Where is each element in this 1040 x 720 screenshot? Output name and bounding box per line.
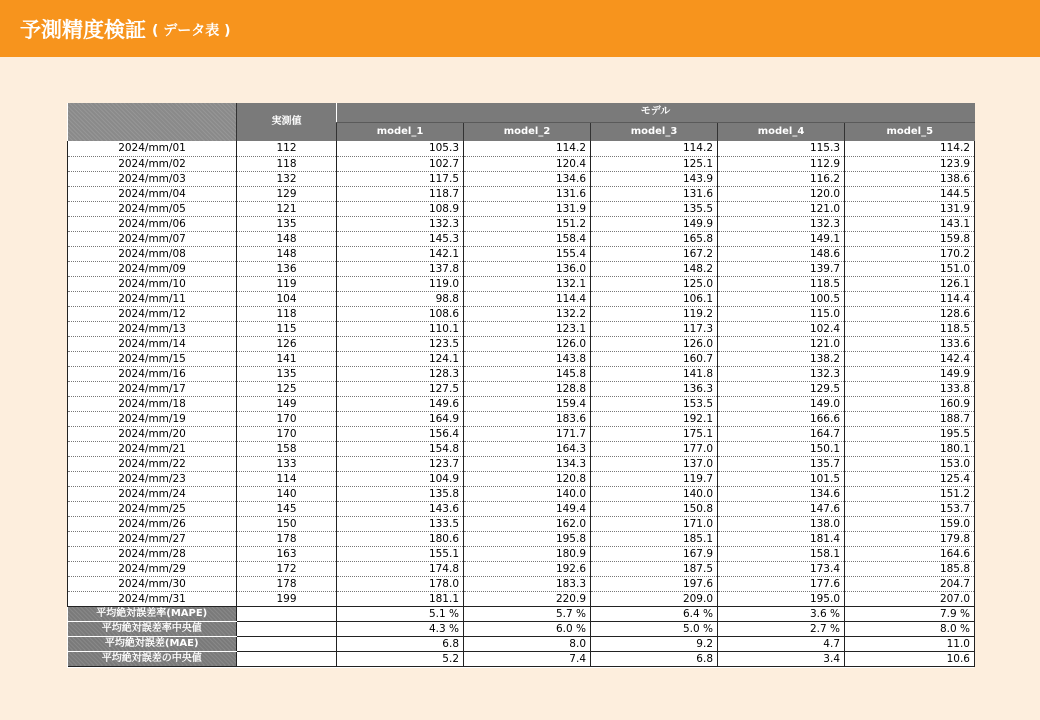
header-model-3: model_3 <box>591 122 718 141</box>
model-5-value-cell: 180.1 <box>845 441 975 456</box>
model-3-value-cell: 167.9 <box>591 546 718 561</box>
model-5-value-cell: 195.5 <box>845 426 975 441</box>
date-cell: 2024/mm/29 <box>68 561 237 576</box>
model-4-value-cell: 148.6 <box>718 246 845 261</box>
model-5-value-cell: 144.5 <box>845 186 975 201</box>
model-2-value-cell: 132.1 <box>464 276 591 291</box>
summary-blank-cell <box>237 621 337 636</box>
table-row <box>68 186 975 201</box>
data-table-container <box>67 103 974 668</box>
date-cell: 2024/mm/01 <box>68 141 237 156</box>
page-subtitle: ( データ表 ) <box>152 23 231 39</box>
model-4-value-cell: 195.0 <box>718 591 845 606</box>
date-cell: 2024/mm/16 <box>68 366 237 381</box>
model-2-value-cell: 131.6 <box>464 186 591 201</box>
model-2-value-cell: 159.4 <box>464 396 591 411</box>
summary-model-1-cell: 5.2 <box>337 651 464 666</box>
model-4-value-cell: 132.3 <box>718 366 845 381</box>
model-1-value-cell: 149.6 <box>337 396 464 411</box>
model-3-value-cell: 165.8 <box>591 231 718 246</box>
model-5-value-cell: 153.7 <box>845 501 975 516</box>
table-row <box>68 306 975 321</box>
actual-value-cell: 129 <box>237 186 337 201</box>
table-row <box>68 201 975 216</box>
model-1-value-cell: 124.1 <box>337 351 464 366</box>
model-2-value-cell: 123.1 <box>464 321 591 336</box>
model-2-value-cell: 155.4 <box>464 246 591 261</box>
model-3-value-cell: 126.0 <box>591 336 718 351</box>
date-cell: 2024/mm/20 <box>68 426 237 441</box>
table-row <box>68 231 975 246</box>
model-4-value-cell: 129.5 <box>718 381 845 396</box>
table-row <box>68 531 975 546</box>
table-row <box>68 276 975 291</box>
model-1-value-cell: 123.5 <box>337 336 464 351</box>
model-4-value-cell: 121.0 <box>718 336 845 351</box>
model-4-value-cell: 181.4 <box>718 531 845 546</box>
model-1-value-cell: 155.1 <box>337 546 464 561</box>
model-3-value-cell: 171.0 <box>591 516 718 531</box>
model-1-value-cell: 181.1 <box>337 591 464 606</box>
date-cell: 2024/mm/15 <box>68 351 237 366</box>
model-5-value-cell: 204.7 <box>845 576 975 591</box>
table-row <box>68 471 975 486</box>
model-1-value-cell: 104.9 <box>337 471 464 486</box>
model-2-value-cell: 134.3 <box>464 456 591 471</box>
model-2-value-cell: 220.9 <box>464 591 591 606</box>
model-3-value-cell: 140.0 <box>591 486 718 501</box>
model-1-value-cell: 102.7 <box>337 156 464 171</box>
model-1-value-cell: 132.3 <box>337 216 464 231</box>
actual-value-cell: 149 <box>237 396 337 411</box>
summary-model-5-cell: 11.0 <box>845 636 975 651</box>
date-cell: 2024/mm/08 <box>68 246 237 261</box>
model-4-value-cell: 138.0 <box>718 516 845 531</box>
model-1-value-cell: 143.6 <box>337 501 464 516</box>
model-2-value-cell: 140.0 <box>464 486 591 501</box>
summary-model-1-cell: 4.3 % <box>337 621 464 636</box>
actual-value-cell: 148 <box>237 231 337 246</box>
header-model-1: model_1 <box>337 122 464 141</box>
summary-label: 平均絶対誤差率(MAPE) <box>68 606 237 621</box>
table-row <box>68 396 975 411</box>
actual-value-cell: 170 <box>237 411 337 426</box>
summary-model-4-cell: 3.6 % <box>718 606 845 621</box>
model-2-value-cell: 158.4 <box>464 231 591 246</box>
date-cell: 2024/mm/12 <box>68 306 237 321</box>
model-1-value-cell: 135.8 <box>337 486 464 501</box>
model-4-value-cell: 177.6 <box>718 576 845 591</box>
actual-value-cell: 150 <box>237 516 337 531</box>
model-5-value-cell: 151.2 <box>845 486 975 501</box>
model-4-value-cell: 164.7 <box>718 426 845 441</box>
header-model-group: モデル <box>337 103 975 122</box>
table-row <box>68 171 975 186</box>
model-5-value-cell: 142.4 <box>845 351 975 366</box>
actual-value-cell: 126 <box>237 336 337 351</box>
actual-value-cell: 118 <box>237 156 337 171</box>
model-1-value-cell: 142.1 <box>337 246 464 261</box>
model-3-value-cell: 197.6 <box>591 576 718 591</box>
header-model-2: model_2 <box>464 122 591 141</box>
model-1-value-cell: 174.8 <box>337 561 464 576</box>
model-5-value-cell: 138.6 <box>845 171 975 186</box>
actual-value-cell: 172 <box>237 561 337 576</box>
summary-label: 平均絶対誤差(MAE) <box>68 636 237 651</box>
model-2-value-cell: 136.0 <box>464 261 591 276</box>
model-2-value-cell: 145.8 <box>464 366 591 381</box>
date-cell: 2024/mm/10 <box>68 276 237 291</box>
actual-value-cell: 136 <box>237 261 337 276</box>
model-4-value-cell: 135.7 <box>718 456 845 471</box>
model-2-value-cell: 132.2 <box>464 306 591 321</box>
model-3-value-cell: 160.7 <box>591 351 718 366</box>
model-5-value-cell: 151.0 <box>845 261 975 276</box>
summary-model-1-cell: 5.1 % <box>337 606 464 621</box>
table-row <box>68 411 975 426</box>
model-1-value-cell: 117.5 <box>337 171 464 186</box>
table-row <box>68 561 975 576</box>
model-4-value-cell: 112.9 <box>718 156 845 171</box>
model-2-value-cell: 151.2 <box>464 216 591 231</box>
model-3-value-cell: 137.0 <box>591 456 718 471</box>
model-1-value-cell: 164.9 <box>337 411 464 426</box>
model-2-value-cell: 195.8 <box>464 531 591 546</box>
actual-value-cell: 199 <box>237 591 337 606</box>
table-row <box>68 501 975 516</box>
date-cell: 2024/mm/24 <box>68 486 237 501</box>
model-5-value-cell: 188.7 <box>845 411 975 426</box>
date-cell: 2024/mm/17 <box>68 381 237 396</box>
summary-model-2-cell: 5.7 % <box>464 606 591 621</box>
summary-label: 平均絶対誤差率中央値 <box>68 621 237 636</box>
actual-value-cell: 118 <box>237 306 337 321</box>
model-2-value-cell: 131.9 <box>464 201 591 216</box>
header-model-5: model_5 <box>845 122 975 141</box>
model-1-value-cell: 108.6 <box>337 306 464 321</box>
summary-model-2-cell: 6.0 % <box>464 621 591 636</box>
date-cell: 2024/mm/09 <box>68 261 237 276</box>
date-cell: 2024/mm/07 <box>68 231 237 246</box>
model-1-value-cell: 98.8 <box>337 291 464 306</box>
summary-blank-cell <box>237 606 337 621</box>
model-1-value-cell: 180.6 <box>337 531 464 546</box>
model-3-value-cell: 209.0 <box>591 591 718 606</box>
actual-value-cell: 140 <box>237 486 337 501</box>
actual-value-cell: 135 <box>237 216 337 231</box>
date-cell: 2024/mm/28 <box>68 546 237 561</box>
actual-value-cell: 135 <box>237 366 337 381</box>
model-3-value-cell: 131.6 <box>591 186 718 201</box>
model-5-value-cell: 131.9 <box>845 201 975 216</box>
model-1-value-cell: 137.8 <box>337 261 464 276</box>
date-cell: 2024/mm/06 <box>68 216 237 231</box>
table-row <box>68 546 975 561</box>
model-5-value-cell: 118.5 <box>845 321 975 336</box>
model-3-value-cell: 141.8 <box>591 366 718 381</box>
model-5-value-cell: 123.9 <box>845 156 975 171</box>
model-5-value-cell: 160.9 <box>845 396 975 411</box>
model-4-value-cell: 120.0 <box>718 186 845 201</box>
forecast-accuracy-table <box>67 103 975 667</box>
model-1-value-cell: 145.3 <box>337 231 464 246</box>
actual-value-cell: 145 <box>237 501 337 516</box>
header-model-4: model_4 <box>718 122 845 141</box>
model-4-value-cell: 118.5 <box>718 276 845 291</box>
date-cell: 2024/mm/21 <box>68 441 237 456</box>
model-5-value-cell: 207.0 <box>845 591 975 606</box>
summary-model-3-cell: 5.0 % <box>591 621 718 636</box>
model-4-value-cell: 158.1 <box>718 546 845 561</box>
summary-model-2-cell: 7.4 <box>464 651 591 666</box>
summary-model-3-cell: 6.4 % <box>591 606 718 621</box>
table-row <box>68 261 975 276</box>
model-1-value-cell: 178.0 <box>337 576 464 591</box>
summary-model-5-cell: 8.0 % <box>845 621 975 636</box>
actual-value-cell: 114 <box>237 471 337 486</box>
model-5-value-cell: 170.2 <box>845 246 975 261</box>
date-cell: 2024/mm/11 <box>68 291 237 306</box>
date-cell: 2024/mm/14 <box>68 336 237 351</box>
model-1-value-cell: 127.5 <box>337 381 464 396</box>
page-title: 予測精度検証 <box>20 17 146 42</box>
actual-value-cell: 104 <box>237 291 337 306</box>
header-corner <box>68 103 237 141</box>
model-2-value-cell: 149.4 <box>464 501 591 516</box>
table-row <box>68 156 975 171</box>
model-4-value-cell: 149.1 <box>718 231 845 246</box>
model-5-value-cell: 133.8 <box>845 381 975 396</box>
model-2-value-cell: 162.0 <box>464 516 591 531</box>
actual-value-cell: 178 <box>237 576 337 591</box>
date-cell: 2024/mm/18 <box>68 396 237 411</box>
header-actual: 実測値 <box>237 103 337 141</box>
model-2-value-cell: 114.4 <box>464 291 591 306</box>
model-5-value-cell: 133.6 <box>845 336 975 351</box>
summary-model-4-cell: 4.7 <box>718 636 845 651</box>
model-2-value-cell: 180.9 <box>464 546 591 561</box>
date-cell: 2024/mm/19 <box>68 411 237 426</box>
actual-value-cell: 133 <box>237 456 337 471</box>
model-5-value-cell: 125.4 <box>845 471 975 486</box>
model-4-value-cell: 100.5 <box>718 291 845 306</box>
summary-model-4-cell: 3.4 <box>718 651 845 666</box>
model-5-value-cell: 159.8 <box>845 231 975 246</box>
summary-label: 平均絶対誤差の中央値 <box>68 651 237 666</box>
model-2-value-cell: 164.3 <box>464 441 591 456</box>
date-cell: 2024/mm/03 <box>68 171 237 186</box>
model-4-value-cell: 139.7 <box>718 261 845 276</box>
summary-row <box>68 636 975 651</box>
model-1-value-cell: 105.3 <box>337 141 464 156</box>
model-5-value-cell: 143.1 <box>845 216 975 231</box>
model-1-value-cell: 118.7 <box>337 186 464 201</box>
table-row <box>68 336 975 351</box>
actual-value-cell: 125 <box>237 381 337 396</box>
summary-model-1-cell: 6.8 <box>337 636 464 651</box>
model-4-value-cell: 166.6 <box>718 411 845 426</box>
table-row <box>68 486 975 501</box>
model-4-value-cell: 132.3 <box>718 216 845 231</box>
actual-value-cell: 132 <box>237 171 337 186</box>
model-1-value-cell: 154.8 <box>337 441 464 456</box>
model-3-value-cell: 149.9 <box>591 216 718 231</box>
actual-value-cell: 163 <box>237 546 337 561</box>
summary-row <box>68 621 975 636</box>
actual-value-cell: 119 <box>237 276 337 291</box>
model-1-value-cell: 108.9 <box>337 201 464 216</box>
table-row <box>68 366 975 381</box>
date-cell: 2024/mm/27 <box>68 531 237 546</box>
model-3-value-cell: 192.1 <box>591 411 718 426</box>
model-5-value-cell: 164.6 <box>845 546 975 561</box>
actual-value-cell: 121 <box>237 201 337 216</box>
model-2-value-cell: 126.0 <box>464 336 591 351</box>
model-5-value-cell: 149.9 <box>845 366 975 381</box>
summary-model-2-cell: 8.0 <box>464 636 591 651</box>
summary-model-5-cell: 7.9 % <box>845 606 975 621</box>
table-row <box>68 246 975 261</box>
actual-value-cell: 141 <box>237 351 337 366</box>
model-3-value-cell: 136.3 <box>591 381 718 396</box>
model-3-value-cell: 177.0 <box>591 441 718 456</box>
model-1-value-cell: 128.3 <box>337 366 464 381</box>
model-1-value-cell: 119.0 <box>337 276 464 291</box>
actual-value-cell: 112 <box>237 141 337 156</box>
table-row <box>68 441 975 456</box>
table-row <box>68 426 975 441</box>
model-5-value-cell: 159.0 <box>845 516 975 531</box>
date-cell: 2024/mm/13 <box>68 321 237 336</box>
model-5-value-cell: 126.1 <box>845 276 975 291</box>
model-3-value-cell: 150.8 <box>591 501 718 516</box>
model-5-value-cell: 114.4 <box>845 291 975 306</box>
model-4-value-cell: 101.5 <box>718 471 845 486</box>
actual-value-cell: 115 <box>237 321 337 336</box>
date-cell: 2024/mm/02 <box>68 156 237 171</box>
table-row <box>68 216 975 231</box>
model-3-value-cell: 135.5 <box>591 201 718 216</box>
table-row <box>68 591 975 606</box>
model-2-value-cell: 120.4 <box>464 156 591 171</box>
table-row <box>68 351 975 366</box>
summary-blank-cell <box>237 636 337 651</box>
title-bar <box>0 0 1040 57</box>
model-2-value-cell: 192.6 <box>464 561 591 576</box>
date-cell: 2024/mm/22 <box>68 456 237 471</box>
table-row <box>68 291 975 306</box>
table-row <box>68 516 975 531</box>
model-5-value-cell: 128.6 <box>845 306 975 321</box>
model-1-value-cell: 123.7 <box>337 456 464 471</box>
date-cell: 2024/mm/23 <box>68 471 237 486</box>
model-3-value-cell: 119.7 <box>591 471 718 486</box>
date-cell: 2024/mm/04 <box>68 186 237 201</box>
summary-row <box>68 651 975 666</box>
table-row <box>68 576 975 591</box>
model-2-value-cell: 143.8 <box>464 351 591 366</box>
model-3-value-cell: 119.2 <box>591 306 718 321</box>
model-4-value-cell: 115.0 <box>718 306 845 321</box>
table-row <box>68 456 975 471</box>
model-4-value-cell: 115.3 <box>718 141 845 156</box>
model-2-value-cell: 120.8 <box>464 471 591 486</box>
model-3-value-cell: 187.5 <box>591 561 718 576</box>
model-5-value-cell: 185.8 <box>845 561 975 576</box>
summary-model-3-cell: 9.2 <box>591 636 718 651</box>
summary-row <box>68 606 975 621</box>
model-2-value-cell: 171.7 <box>464 426 591 441</box>
actual-value-cell: 170 <box>237 426 337 441</box>
model-1-value-cell: 110.1 <box>337 321 464 336</box>
summary-model-3-cell: 6.8 <box>591 651 718 666</box>
summary-blank-cell <box>237 651 337 666</box>
model-2-value-cell: 128.8 <box>464 381 591 396</box>
model-1-value-cell: 156.4 <box>337 426 464 441</box>
model-3-value-cell: 175.1 <box>591 426 718 441</box>
model-3-value-cell: 106.1 <box>591 291 718 306</box>
model-4-value-cell: 149.0 <box>718 396 845 411</box>
date-cell: 2024/mm/30 <box>68 576 237 591</box>
date-cell: 2024/mm/05 <box>68 201 237 216</box>
model-3-value-cell: 185.1 <box>591 531 718 546</box>
model-3-value-cell: 125.0 <box>591 276 718 291</box>
date-cell: 2024/mm/26 <box>68 516 237 531</box>
model-4-value-cell: 147.6 <box>718 501 845 516</box>
model-4-value-cell: 138.2 <box>718 351 845 366</box>
model-4-value-cell: 121.0 <box>718 201 845 216</box>
model-5-value-cell: 114.2 <box>845 141 975 156</box>
model-5-value-cell: 153.0 <box>845 456 975 471</box>
actual-value-cell: 158 <box>237 441 337 456</box>
table-row <box>68 141 975 156</box>
date-cell: 2024/mm/31 <box>68 591 237 606</box>
model-3-value-cell: 125.1 <box>591 156 718 171</box>
model-2-value-cell: 183.6 <box>464 411 591 426</box>
model-1-value-cell: 133.5 <box>337 516 464 531</box>
model-3-value-cell: 117.3 <box>591 321 718 336</box>
summary-model-4-cell: 2.7 % <box>718 621 845 636</box>
model-2-value-cell: 114.2 <box>464 141 591 156</box>
model-2-value-cell: 183.3 <box>464 576 591 591</box>
model-3-value-cell: 143.9 <box>591 171 718 186</box>
model-5-value-cell: 179.8 <box>845 531 975 546</box>
model-4-value-cell: 150.1 <box>718 441 845 456</box>
date-cell: 2024/mm/25 <box>68 501 237 516</box>
model-4-value-cell: 134.6 <box>718 486 845 501</box>
model-3-value-cell: 153.5 <box>591 396 718 411</box>
summary-model-5-cell: 10.6 <box>845 651 975 666</box>
actual-value-cell: 178 <box>237 531 337 546</box>
model-4-value-cell: 102.4 <box>718 321 845 336</box>
model-3-value-cell: 167.2 <box>591 246 718 261</box>
table-row <box>68 321 975 336</box>
model-4-value-cell: 173.4 <box>718 561 845 576</box>
model-4-value-cell: 116.2 <box>718 171 845 186</box>
model-3-value-cell: 114.2 <box>591 141 718 156</box>
actual-value-cell: 148 <box>237 246 337 261</box>
table-row <box>68 381 975 396</box>
model-2-value-cell: 134.6 <box>464 171 591 186</box>
model-3-value-cell: 148.2 <box>591 261 718 276</box>
